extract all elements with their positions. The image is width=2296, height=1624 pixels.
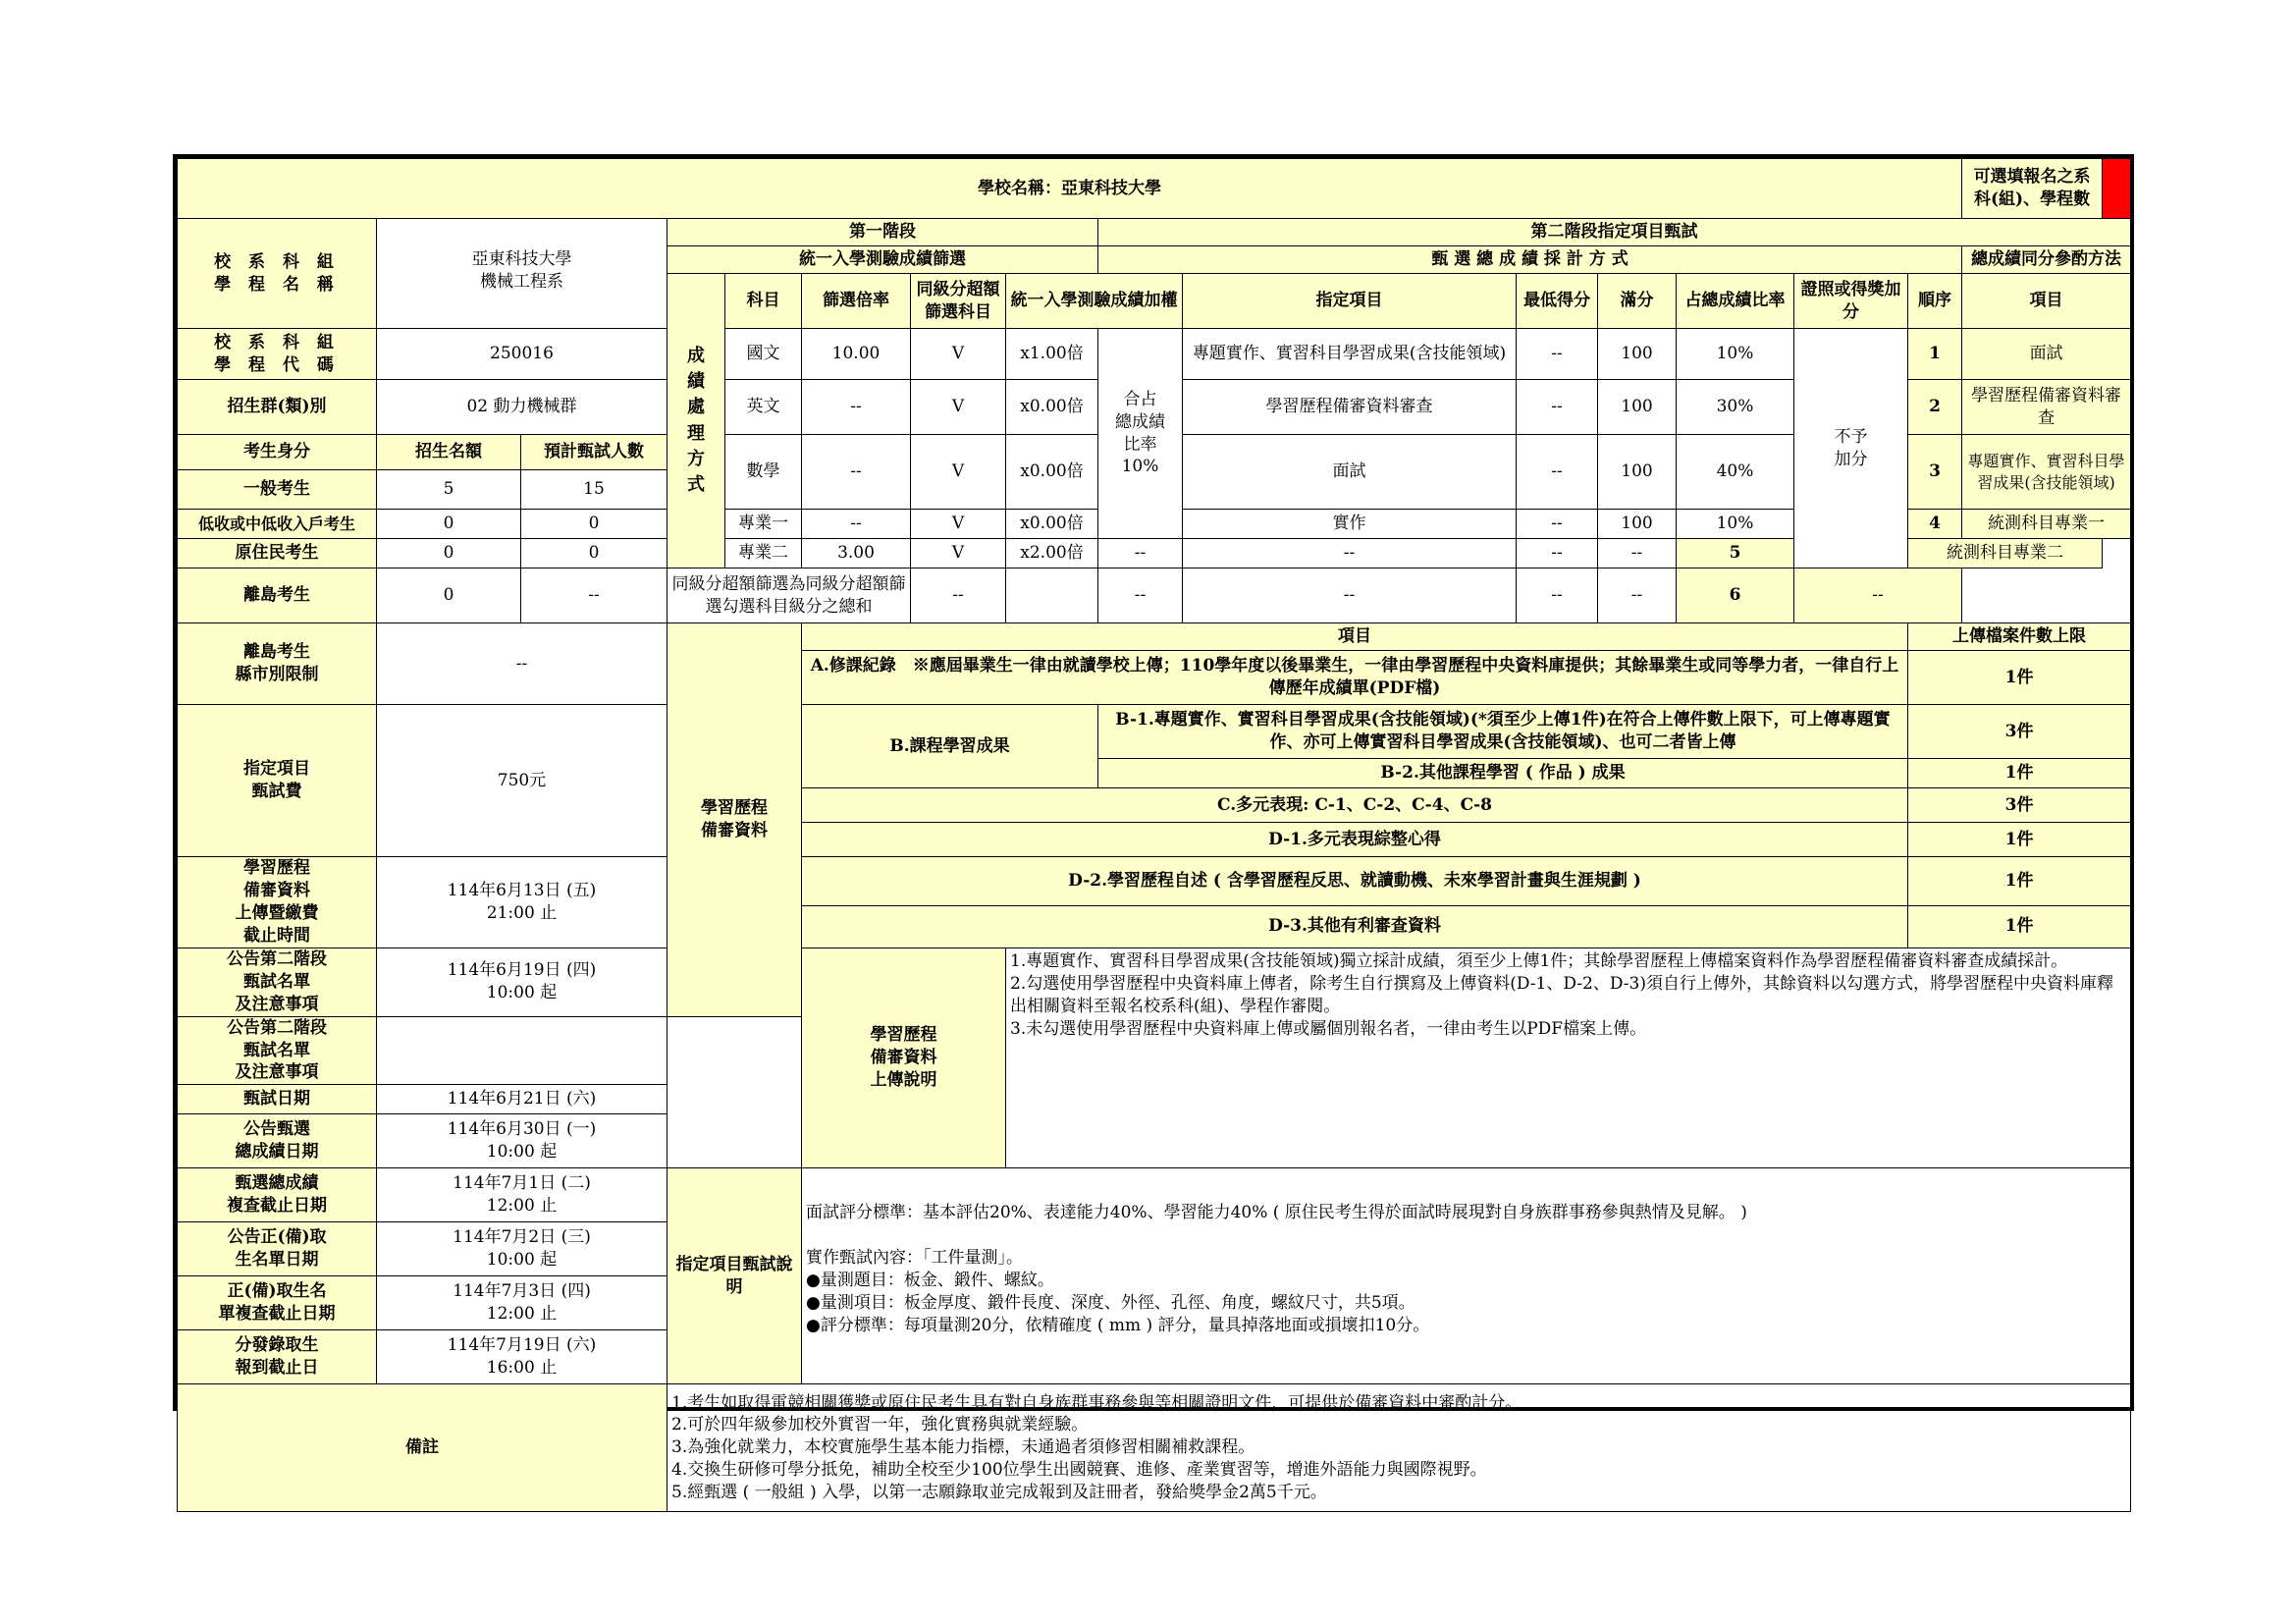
expected: 0 [521,539,667,568]
dept-name-label: 校 系 科 組 學 程 名 稱 [178,219,377,329]
upload-side-label: 學習歷程 備審資料 上傳說明 [802,947,1006,1168]
portfolio-d2: D-2.學習歷程自述 ( 含學習歷程反思、就讀動機、未來學習計畫與生涯規劃 ) [802,857,1908,906]
stage2-item: -- [1098,539,1183,568]
portfolio-a: A.修課紀錄 ※應屆畢業生一律由就讀學校上傳；110學年度以後畢業生，一律由學習歷程中央資料庫提供；其餘畢業生或同等學力者，一律自行上傳歷年成績單(PDF檔) [802,651,1908,705]
weight: x1.00倍 [1006,329,1098,380]
same-level: V [911,435,1006,510]
exam-notes [802,1168,2131,1384]
tie-item: 專題實作、實習科目學習成果(含技能領域) [1962,435,2131,510]
portfolio-side-label: 學習歷程 備審資料 [667,623,802,1017]
schedule-label: 學習歷程 備審資料 上傳暨繳費 截止時間 [178,857,377,948]
quota-label: 可選填報名之系科(組)、學程數 [1962,159,2103,219]
schedule-value: 114年7月1日 (二) 12:00 止 [377,1168,667,1222]
schedule-value: 114年6月30日 (一) 10:00 起 [377,1114,667,1168]
h-quota: 招生名額 [377,435,521,470]
stage2-item: 實作 [1183,510,1517,539]
tie-item: 統測科目專業一 [1962,510,2131,539]
tie-order: 6 [1677,568,1794,623]
tie-item: 學習歷程備審資料審查 [1962,380,2131,435]
portfolio-b1-limit: 3件 [1908,705,2131,759]
stage2-item: -- [1098,568,1183,623]
identity: 原住民考生 [178,539,377,568]
stage2-full: 100 [1598,329,1677,380]
portfolio-d3-limit: 1件 [1908,905,2131,947]
remark: 3.為強化就業力，本校實施學生基本能力指標，未通過者須修習相關補救課程。 [671,1437,1255,1458]
weight: x2.00倍 [1006,539,1098,568]
h-item: 指定項目 [1183,274,1517,329]
h-bonus: 證照或得獎加分 [1794,274,1908,329]
stage1-share: 合占 總成績 比率 10% [1098,329,1183,539]
schedule-value: 114年7月3日 (四) 12:00 止 [377,1276,667,1330]
stage2-min: -- [1517,510,1598,539]
schedule-label: 離島考生 縣市別限制 [178,623,377,705]
remarks-label: 備註 [178,1384,667,1512]
subject: 專業一 [725,510,802,539]
schedule-label: 正(備)取生名 單複查截止日期 [178,1276,377,1330]
weight: x0.00倍 [1006,510,1098,539]
multiplier: -- [802,380,911,435]
portfolio-c: C.多元表現: C-1、C-2、C-4、C-8 [802,788,1908,823]
schedule-label: 分發錄取生 報到截止日 [178,1330,377,1384]
remark: 5.經甄選 ( 一般組 ) 入學，以第一志願錄取並完成報到及註冊者，發給獎學金2萬5千元。 [671,1483,1327,1503]
stage2-item: 面試 [1183,435,1517,510]
combo-note: 同級分超額篩選為同級分超額篩選勾選科目級分之總和 [667,568,911,623]
stage2-item: 學習歷程備審資料審查 [1183,380,1517,435]
group-label: 招生群(類)別 [178,380,377,435]
remark: 4.交換生研修可學分抵免，補助全校至少100位學生出國競賽、進修、產業實習等，增進外語能力與國際視野。 [671,1460,1487,1481]
same-level: V [911,380,1006,435]
portfolio-d1: D-1.多元表現綜整心得 [802,823,1908,857]
schedule-label: 指定項目 甄試費 [178,705,377,857]
portfolio-c-limit: 3件 [1908,788,2131,823]
portfolio-b: B.課程學習成果 [802,705,1098,788]
admission-sheet [173,154,2134,1503]
upload-notes [1006,947,2131,1168]
same-level: V [911,329,1006,380]
combo-weight: -- [911,568,1006,623]
h-ratio: 占總成績比率 [1677,274,1794,329]
schedule-label: 公告第二階段 甄試名單 及注意事項 [178,947,377,1016]
same-level: V [911,510,1006,539]
h-multiplier: 篩選倍率 [802,274,911,329]
portfolio-h-limit: 上傳檔案件數上限 [1908,623,2131,651]
weight: x0.00倍 [1006,435,1098,510]
stage2-ratio: -- [1598,539,1677,568]
stage2-min: -- [1517,435,1598,510]
multiplier: 3.00 [802,539,911,568]
exam-note: 面試評分標準：基本評估20%、表達能力40%、學習能力40% ( 原住民考生得於面試時展現對自身族群事務參與熱情及見解。 ) [806,1203,1747,1223]
expected: -- [521,568,667,623]
h-weight: 統一入學測驗成績加權 [1006,274,1183,329]
tie-order: 1 [1908,329,1962,380]
portfolio-b1: B-1.專題實作、實習科目學習成果(含技能領域)(*須至少上傳1件)在符合上傳件數上限下，可上傳專題實作、亦可上傳實習科目學習成果(含技能領域)、也可二者皆上傳 [1098,705,1908,759]
exam-note: ●評分標準：每項量測20分，依精確度 ( mm ) 評分，量具掉落地面或損壞扣10分。 [806,1316,1430,1336]
stage2-min: -- [1517,380,1598,435]
exam-note: ●量測題目：板金、鍛件、螺紋。 [806,1271,1054,1291]
h-expected: 預計甄試人數 [521,435,667,470]
stage1-title: 第一階段 [667,219,1098,246]
expected: 15 [521,470,667,510]
stage2-ratio: 10% [1677,329,1794,380]
portfolio-d3: D-3.其他有利審查資料 [802,905,1908,947]
exam-note [806,1224,2126,1247]
schedule-label: 甄試日期 [178,1085,377,1114]
portfolio-b2: B-2.其他課程學習 ( 作品 ) 成果 [1098,759,1908,788]
same-level: V [911,539,1006,568]
portfolio-d1-limit: 1件 [1908,823,2131,857]
portfolio-b2-limit: 1件 [1908,759,2131,788]
tie-item: 統測科目專業二 [1908,539,2103,568]
quota: 5 [377,470,521,510]
exam-note: 實作甄試內容：「工件量測」。 [806,1248,1023,1269]
schedule-label: 公告正(備)取 生名單日期 [178,1222,377,1276]
tie-order: 2 [1908,380,1962,435]
stage2-min: -- [1183,568,1517,623]
stage2-item: 專題實作、實習科目學習成果(含技能領域) [1183,329,1517,380]
h-order: 順序 [1908,274,1962,329]
multiplier: 10.00 [802,329,911,380]
stage2-min: -- [1517,329,1598,380]
stage2-subtitle: 甄 選 總 成 績 採 計 方 式 [1098,246,1962,274]
stage2-full: 100 [1598,380,1677,435]
subject: 國文 [725,329,802,380]
schedule-label: 公告第二階段 甄試名單 及注意事項 [178,1016,377,1085]
h-full: 滿分 [1598,274,1677,329]
remark: 2.可於四年級參加校外實習一年，強化實務與就業經驗。 [671,1415,1089,1435]
tie-title: 總成績同分參酌方法 [1962,246,2131,274]
empty-cell [1006,568,1098,623]
exam-note: ●量測項目：板金厚度、鍛件長度、深度、外徑、孔徑、角度，螺紋尺寸，共5項。 [806,1293,1415,1314]
subject: 英文 [725,380,802,435]
h-same-level: 同級分超額篩選科目 [911,274,1006,329]
h-tie-item: 項目 [1962,274,2131,329]
subject: 專業二 [725,539,802,568]
quota-value [2103,159,2131,219]
stage2-bonus: 不予 加分 [1794,329,1908,568]
schedule-value: -- [377,623,667,705]
schedule-value: 114年6月21日 (六) [377,1085,667,1114]
stage1-side-label: 成績處理方式 [667,274,725,568]
identity: 離島考生 [178,568,377,623]
identity: 低收或中低收入戶考生 [178,510,377,539]
h-subject: 科目 [725,274,802,329]
subject: 數學 [725,435,802,510]
stage2-full: 100 [1598,435,1677,510]
multiplier: -- [802,510,911,539]
stage2-ratio: 10% [1677,510,1794,539]
multiplier: -- [802,435,911,510]
tie-order: 4 [1908,510,1962,539]
tie-item: -- [1794,568,1962,623]
remarks-notes [667,1384,2131,1512]
schedule-value: 114年7月19日 (六) 16:00 止 [377,1330,667,1384]
identity: 一般考生 [178,470,377,510]
stage2-min: -- [1183,539,1517,568]
tie-order: 5 [1677,539,1794,568]
dept-code-label: 校 系 科 組 學 程 代 碼 [178,329,377,380]
h-identity: 考生身分 [178,435,377,470]
portfolio-a-limit: 1件 [1908,651,2131,705]
stage2-full: -- [1517,568,1598,623]
schedule-label: 甄選總成績 複查截止日期 [178,1168,377,1222]
stage2-ratio: 40% [1677,435,1794,510]
schedule-label: 公告甄選 總成績日期 [178,1114,377,1168]
school-title: 學校名稱：亞東科技大學 [178,159,1962,219]
dept-name-value: 亞東科技大學 機械工程系 [377,219,667,329]
dept-code-value: 250016 [377,329,667,380]
weight: x0.00倍 [1006,380,1098,435]
stage2-title: 第二階段指定項目甄試 [1098,219,2131,246]
stage2-ratio: -- [1598,568,1677,623]
schedule-value: 114年6月19日 (四) 10:00 起 [377,947,667,1016]
quota: 0 [377,510,521,539]
quota-number [2103,159,2131,218]
schedule-value: 114年7月2日 (三) 10:00 起 [377,1222,667,1276]
tie-item: 面試 [1962,329,2131,380]
portfolio-h-item: 項目 [802,623,1908,651]
upload-note: 2.勾選使用學習歷程中央資料庫上傳者，除考生自行撰寫及上傳資料(D-1、D-2、D-3)須自行上傳外，其餘資料以勾選方式，將學習歷程中央資料庫釋出相關資料至報名校系科(組)、學程作審閱。 [1010,973,2113,1016]
remark: 1.考生如取得電競相關獲獎或原住民考生具有對自身族群事務參與等相關證明文件，可提供於備審資料中審酌計分。 [671,1392,1522,1413]
stage2-full: -- [1517,539,1598,568]
portfolio-d2-limit: 1件 [1908,857,2131,906]
tie-order: 3 [1908,435,1962,510]
schedule-value [377,1016,667,1085]
exam-side-label: 指定項目甄試說明 [667,1168,802,1384]
upload-note: 3.未勾選使用學習歷程中央資料庫上傳或屬個別報名者，一律由考生以PDF檔案上傳。 [1010,1018,1647,1039]
stage2-ratio: 30% [1677,380,1794,435]
expected: 0 [521,510,667,539]
stage1-subtitle: 統一入學測驗成績篩選 [667,246,1098,274]
quota: 0 [377,539,521,568]
upload-note: 1.專題實作、實習科目學習成果(含技能領域)獨立採計成績，須至少上傳1件；其餘學習歷程上傳檔案資料作為學習歷程備審資料審查成績採計。 [1010,950,2068,971]
h-min: 最低得分 [1517,274,1598,329]
admission-table [177,158,2131,1512]
schedule-value: 114年6月13日 (五) 21:00 止 [377,857,667,948]
schedule-value: 750元 [377,705,667,857]
group-value: 02 動力機械群 [377,380,667,435]
quota: 0 [377,568,521,623]
stage2-full: 100 [1598,510,1677,539]
